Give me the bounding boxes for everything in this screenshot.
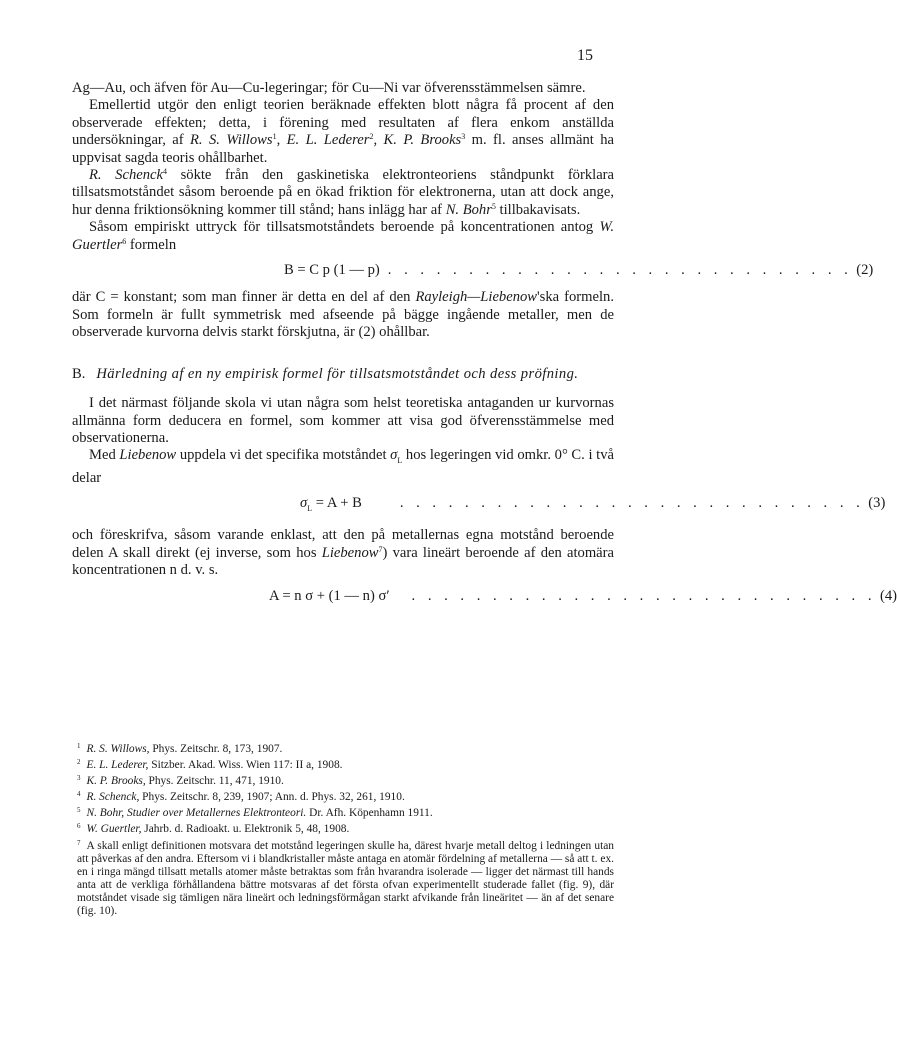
equation-4-leader: . . . . . . . . . . . . . . . . . . . . . . . . . . . . . — [411, 587, 876, 604]
p2-text-2: , — [276, 132, 287, 149]
author-rayleigh-liebenow: Rayleigh—Liebenow — [415, 289, 538, 306]
footnote-mark: 6 — [77, 822, 81, 831]
author-guertler: W. Guertler — [72, 219, 614, 253]
paragraph-4 — [72, 219, 614, 254]
p7-text-1: Med — [89, 447, 120, 464]
footnote-ref-1: 1 — [272, 132, 277, 142]
author-lederer: E. L. Lederer — [286, 132, 370, 149]
p8-text-1: och föreskrifva, såsom varande enklast, att den på metallernas egna motstånd beroende delen A skall direkt (ej inverse, som hos — [72, 527, 614, 561]
footnote-mark: 5 — [77, 806, 81, 815]
footnote-text: A skall enligt definitionen motsvara det motstånd legeringen skulle ha, därest hvarje metall deltog i ledningen utan att påverkas af den andra. Eftersom vi i blandkristaller måste antaga en atomär fördelning af metallerna — så att t. ex. en i ringa mängd tillsatt metalls atomer måste betraktas som från hvarandra isolerade — ligger det närmast till hands anta att de verkliga förhållandena bättre motsvaras af det första ofvan experimentellt studerade fallet (fig. 9), där motståndet visade sig tämligen nära lineärt och ledningsförmågan starkt afvikande från lineäritet — än af det senare (fig. 10). — [77, 839, 614, 918]
section-title: Härledning af en ny empirisk formel för tillsatsmotståndet och dess pröfning. — [96, 365, 579, 382]
equation-3-rhs: = A + B — [312, 495, 362, 512]
p8-text-2: ) vara lineärt beroende af den atomära koncentrationen n d. v. s. — [72, 544, 614, 579]
p1-text: Ag—Au, och äfven för Au—Cu-legeringar; för Cu—Ni var öfverensstämmelsen sämre. — [72, 80, 586, 96]
equation-3-sigma: σ — [300, 495, 308, 512]
p2-text-1: Emellertid utgör den enligt teorien beräknade effekten blott några få procent af den observerade effekten; detta, i förening med resultaten af flera enkom anställda undersökningar, af — [72, 97, 614, 149]
footnote-mark: 7 — [77, 838, 81, 847]
equation-4-number: (4) — [879, 587, 897, 604]
footnote-3 — [77, 772, 614, 788]
footnote-citation: Dr. Afh. Köpenhamn 1911. — [306, 807, 433, 820]
footnote-mark: 4 — [77, 790, 81, 799]
paragraph-6 — [72, 395, 614, 447]
paragraph-1 — [72, 80, 614, 97]
footnote-author: R. S. Willows, — [86, 743, 150, 755]
footnote-mark: 1 — [77, 742, 81, 750]
p6-text: I det närmast följande skola vi utan några som helst teoretiska antaganden ur kurvornas allmänna form deducera en formel, som kommer att visa god öfverensstämmelse med observationerna. — [72, 395, 614, 446]
footnote-ref-7: 7 — [378, 544, 383, 554]
p4-text-2: formeln — [126, 236, 177, 253]
equation-3-leader: . . . . . . . . . . . . . . . . . . . . . . . . . . . . . — [399, 495, 865, 512]
footnote-citation: Sitzber. Akad. Wiss. Wien 117: II a, 1908. — [148, 759, 343, 772]
equation-3-number: (3) — [868, 495, 886, 512]
author-brooks: K. P. Brooks — [383, 132, 462, 149]
author-liebenow: Liebenow — [119, 447, 177, 464]
footnote-author: E. L. Lederer, — [86, 759, 149, 772]
footnote-citation: Phys. Zeitschr. 11, 471, 1910. — [145, 775, 284, 788]
paragraph-3 — [72, 167, 614, 219]
footnote-1 — [77, 740, 614, 756]
footnote-citation: Phys. Zeitschr. 8, 173, 1907. — [149, 743, 283, 755]
footnote-author: R. Schenck, — [86, 791, 140, 804]
p5-text-2: 'ska formeln. Som formeln är fullt symmetrisk med afseende på bägge ingående metaller, men de observerade kurvorna delvis starkt förskjutna, är (2) ohållbar. — [72, 289, 614, 341]
sigma-subscript: L — [397, 456, 403, 466]
footnote-4 — [77, 788, 614, 804]
author-schenck: R. Schenck — [89, 167, 163, 184]
sigma-symbol: σ — [390, 447, 398, 464]
footnote-author: N. Bohr, Studier over Metallernes Elektronteori. — [86, 807, 307, 820]
footnote-5 — [77, 804, 614, 820]
p3-text-1: sökte från den gaskinetiska elektronteoriens ståndpunkt förklara tillsatsmotståndet såsom beroende på en ökad friktion för elektronerna, utan att dock ange, hur denna friktionsökning kommer till stånd; hans inlägg har af — [72, 167, 615, 218]
paragraph-2 — [72, 97, 614, 167]
p7-text-3: hos legeringen vid omkr. 0° C. i två delar — [72, 447, 614, 486]
footnote-author: K. P. Brooks, — [86, 775, 146, 788]
p5-text-1: där C = konstant; som man finner är detta en del af den — [72, 289, 416, 306]
footnote-7 — [77, 837, 614, 919]
section-letter: B. — [72, 365, 86, 382]
p2-text-3: , — [373, 132, 384, 149]
footnote-citation: Phys. Zeitschr. 8, 239, 1907; Ann. d. Phys. 32, 261, 1910. — [139, 791, 405, 804]
paragraph-7 — [72, 447, 614, 487]
equation-4-formula: A = n σ + (1 — n) σ′ — [269, 587, 390, 604]
footnote-2 — [77, 756, 614, 772]
author-liebenow-2: Liebenow — [321, 544, 379, 561]
footnote-mark: 2 — [77, 758, 81, 767]
paragraph-8 — [72, 527, 614, 579]
paragraph-5 — [72, 289, 614, 341]
equation-2-leader: . . . . . . . . . . . . . . . . . . . . . . . . . . . . . — [387, 262, 853, 279]
p4-text-1: Såsom empiriskt uttryck för tillsatsmotståndets beroende på koncentrationen antog — [89, 219, 600, 236]
equation-3-formula — [300, 495, 362, 517]
equation-4 — [72, 587, 897, 605]
author-willows: R. S. Willows — [190, 132, 273, 149]
footnotes — [77, 740, 614, 918]
section-heading — [72, 366, 614, 383]
p2-text-4: m. fl. anses allmänt ha uppvisat sagda teoris ohållbarhet. — [72, 132, 615, 166]
footnote-6 — [77, 820, 614, 836]
footnote-ref-4: 4 — [162, 167, 167, 177]
equation-3-subscript: L — [307, 503, 313, 513]
footnote-ref-2: 2 — [369, 132, 374, 142]
footnote-ref-3: 3 — [461, 132, 466, 142]
p3-text-2: tillbakavisats. — [495, 201, 581, 218]
footnote-author: W. Guertler, — [86, 823, 142, 836]
equation-2-number: (2) — [856, 262, 874, 279]
footnote-ref-6: 6 — [122, 236, 127, 246]
equation-2-formula: B = C p (1 — p) — [284, 262, 380, 279]
equation-2 — [72, 262, 874, 279]
footnote-citation: Jahrb. d. Radioakt. u. Elektronik 5, 48, 1908. — [141, 823, 350, 836]
equation-3 — [72, 495, 886, 517]
body-text — [72, 80, 897, 615]
page-number: 15 — [577, 47, 593, 64]
footnote-ref-5: 5 — [491, 201, 496, 211]
footnote-mark: 3 — [77, 774, 81, 783]
p7-text-2: uppdela vi det specifika motståndet — [176, 447, 391, 464]
author-bohr: N. Bohr — [445, 201, 492, 218]
